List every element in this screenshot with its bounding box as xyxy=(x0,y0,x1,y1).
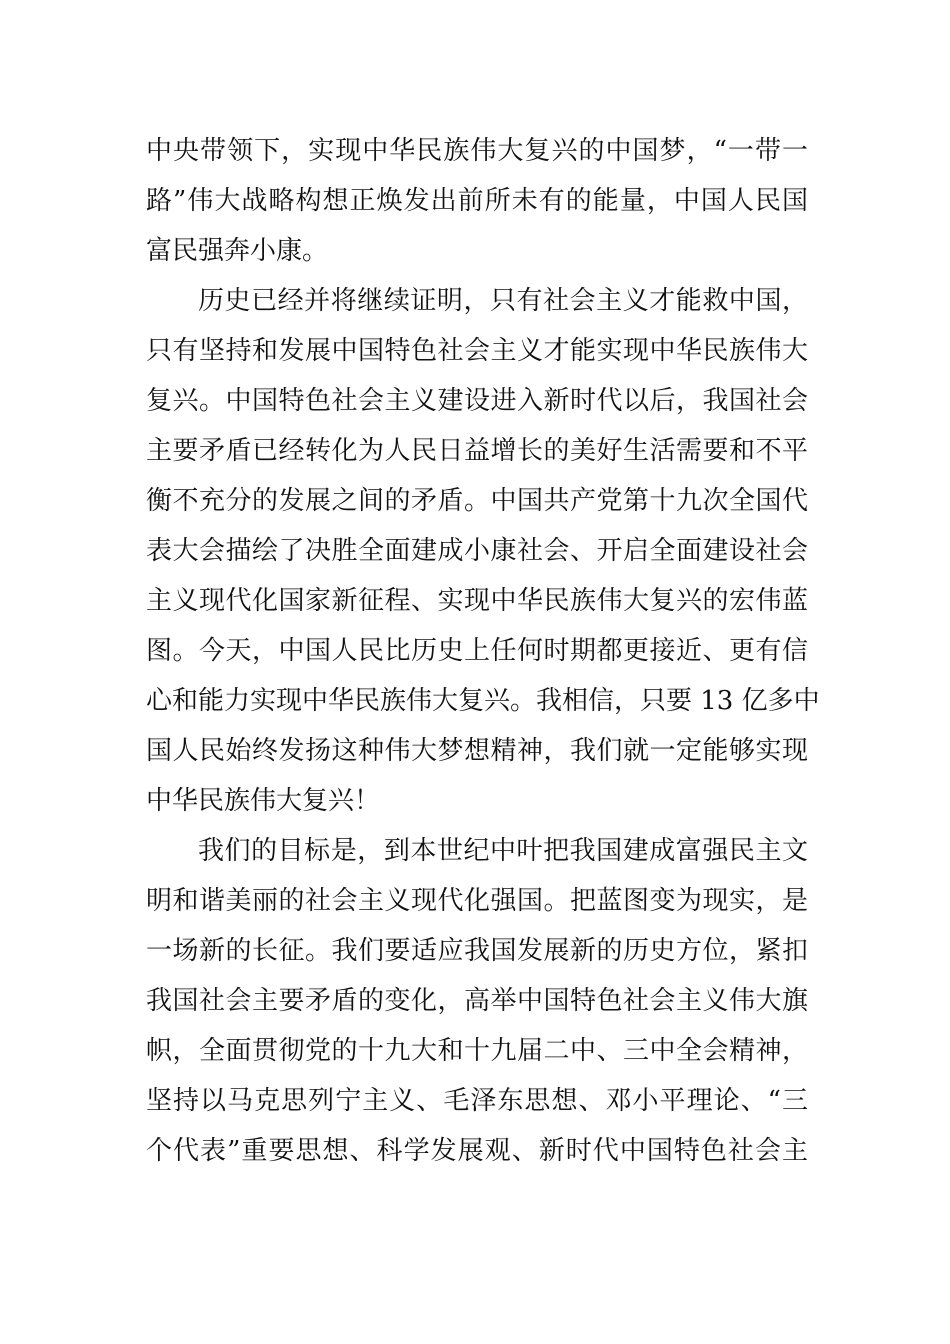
paragraph-3 xyxy=(146,826,808,1176)
text-line: 复兴。中国特色社会主义建设进入新时代以后，我国社会 xyxy=(146,386,808,416)
text-line: 中央带领下，实现中华民族伟大复兴的中国梦，“一带一 xyxy=(146,136,808,166)
text-line: 心和能力实现中华民族伟大复兴。我相信，只要 13 亿多中 xyxy=(146,686,820,716)
text-line: 历史已经并将继续证明，只有社会主义才能救中国， xyxy=(198,286,808,316)
text-line: 一场新的长征。我们要适应我国发展新的历史方位，紧扣 xyxy=(146,936,808,966)
text-line: 路”伟大战略构想正焕发出前所未有的能量，中国人民国 xyxy=(146,186,808,216)
text-line: 主要矛盾已经转化为人民日益增长的美好生活需要和不平 xyxy=(146,436,808,466)
text-line: 我国社会主要矛盾的变化，高举中国特色社会主义伟大旗 xyxy=(146,986,808,1016)
text-line: 坚持以马克思列宁主义、毛泽东思想、邓小平理论、“三 xyxy=(146,1086,808,1116)
text-line: 个代表”重要思想、科学发展观、新时代中国特色社会主 xyxy=(146,1136,808,1166)
text-line: 帜，全面贯彻党的十九大和十九届二中、三中全会精神， xyxy=(146,1036,808,1066)
text-line: 只有坚持和发展中国特色社会主义才能实现中华民族伟大 xyxy=(146,336,808,366)
document-body xyxy=(146,126,820,1176)
paragraph-1 xyxy=(146,126,808,276)
text-line: 国人民始终发扬这种伟大梦想精神，我们就一定能够实现 xyxy=(146,736,808,766)
text-line: 主义现代化国家新征程、实现中华民族伟大复兴的宏伟蓝 xyxy=(146,586,808,616)
text-line: 中华民族伟大复兴！ xyxy=(146,786,381,816)
text-line: 富民强奔小康。 xyxy=(146,236,329,266)
text-line: 表大会描绘了决胜全面建成小康社会、开启全面建设社会 xyxy=(146,536,808,566)
text-line: 明和谐美丽的社会主义现代化强国。把蓝图变为现实，是 xyxy=(146,886,808,916)
text-line: 衡不充分的发展之间的矛盾。中国共产党第十九次全国代 xyxy=(146,486,808,516)
paragraph-2 xyxy=(146,276,820,826)
text-line: 图。今天，中国人民比历史上任何时期都更接近、更有信 xyxy=(146,636,808,666)
text-line: 我们的目标是，到本世纪中叶把我国建成富强民主文 xyxy=(198,836,808,866)
